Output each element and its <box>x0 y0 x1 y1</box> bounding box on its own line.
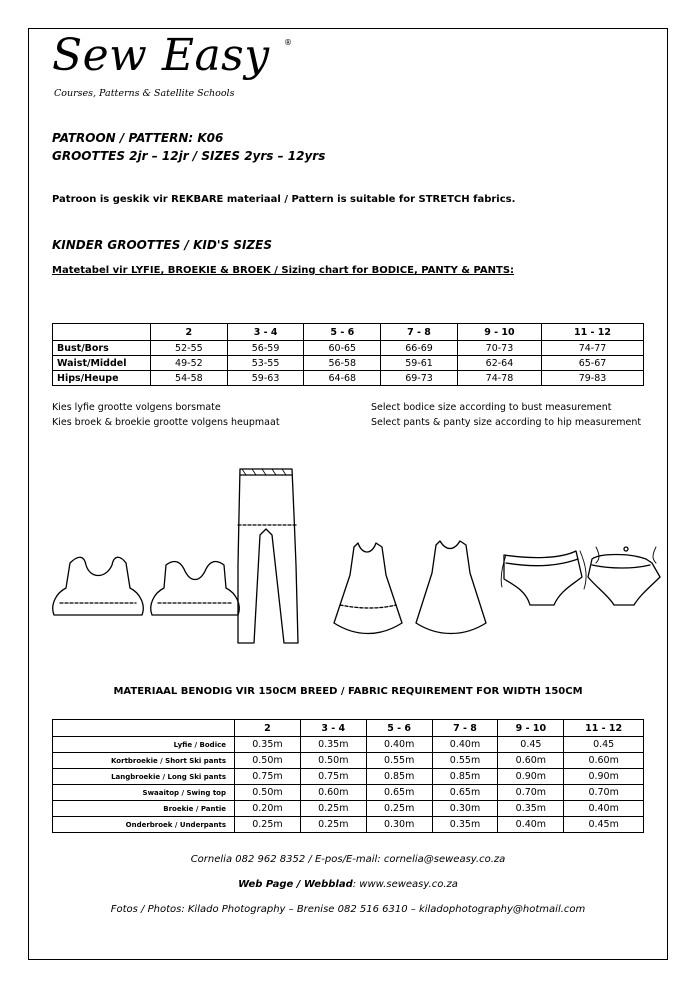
table-cell: 0.65m <box>432 785 498 801</box>
header-cell-empty <box>53 324 151 341</box>
table-cell: 0.45 <box>564 737 644 753</box>
table-cell: 54-58 <box>151 371 228 386</box>
table-cell: 0.50m <box>235 785 301 801</box>
table-cell: 0.70m <box>564 785 644 801</box>
table-cell: 66-69 <box>381 341 458 356</box>
table-cell: 0.40m <box>498 817 564 833</box>
table-cell: 0.90m <box>498 769 564 785</box>
table-header-row <box>53 324 644 341</box>
row-label: Hips/Heupe <box>53 371 151 386</box>
table-row <box>53 817 644 833</box>
swing-top-sketch <box>334 543 402 634</box>
size-header: 3 - 4 <box>300 720 366 737</box>
size-header: 11 - 12 <box>542 324 644 341</box>
table-cell: 0.25m <box>235 817 301 833</box>
table-cell: 56-59 <box>227 341 304 356</box>
size-header: 7 - 8 <box>381 324 458 341</box>
web-label: Web Page / Webblad <box>238 879 353 890</box>
table-cell: 0.65m <box>366 785 432 801</box>
table-cell: 0.45 <box>498 737 564 753</box>
table-cell: 0.85m <box>432 769 498 785</box>
note-pants-afr: Kies broek & broekie grootte volgens heupmaat <box>52 417 280 428</box>
brand-logo: Sew Easy <box>52 30 270 81</box>
table-cell: 0.25m <box>300 801 366 817</box>
table-row <box>53 801 644 817</box>
table-cell: 0.60m <box>498 753 564 769</box>
note-bodice-afr: Kies lyfie grootte volgens borsmate <box>52 402 221 413</box>
table-cell: 0.30m <box>432 801 498 817</box>
table-row <box>53 356 644 371</box>
size-header: 5 - 6 <box>366 720 432 737</box>
table-cell: 62-64 <box>457 356 541 371</box>
table-row <box>53 753 644 769</box>
table-cell: 0.75m <box>300 769 366 785</box>
size-header: 2 <box>151 324 228 341</box>
row-label: Langbroekie / Long Ski pants <box>53 769 235 785</box>
row-label: Broekie / Pantie <box>53 801 235 817</box>
table-cell: 52-55 <box>151 341 228 356</box>
size-header: 11 - 12 <box>564 720 644 737</box>
table-cell: 65-67 <box>542 356 644 371</box>
contact-line: Cornelia 082 962 8352 / E-pos/E-mail: cornelia@seweasy.co.za <box>190 854 506 865</box>
sizing-chart-caption: Matetabel vir LYFIE, BROEKIE & BROEK / Sizing chart for BODICE, PANTY & PANTS: <box>52 265 515 276</box>
table-cell: 59-61 <box>381 356 458 371</box>
table-cell: 64-68 <box>304 371 381 386</box>
table-row <box>53 769 644 785</box>
table-cell: 0.35m <box>235 737 301 753</box>
table-cell: 79-83 <box>542 371 644 386</box>
table-cell: 74-78 <box>457 371 541 386</box>
kids-sizes-heading: KINDER GROOTTES / KID'S SIZES <box>52 238 272 252</box>
garment-sketches <box>40 455 665 655</box>
web-line <box>28 879 668 890</box>
table-cell: 0.70m <box>498 785 564 801</box>
fabric-suitability: Patroon is geskik vir REKBARE materiaal / Pattern is suitable for STRETCH fabrics. <box>52 194 516 205</box>
table-row <box>53 785 644 801</box>
table-cell: 0.30m <box>366 817 432 833</box>
table-cell: 0.55m <box>366 753 432 769</box>
table-cell: 0.40m <box>366 737 432 753</box>
table-header-row <box>53 720 644 737</box>
table-cell: 0.50m <box>300 753 366 769</box>
size-header: 9 - 10 <box>498 720 564 737</box>
swing-top-back-sketch <box>416 541 486 634</box>
pattern-sizes: GROOTTES 2jr – 12jr / SIZES 2yrs – 12yrs <box>52 149 326 163</box>
table-row <box>53 371 644 386</box>
registered-mark: ® <box>284 38 292 47</box>
row-label: Lyfie / Bodice <box>53 737 235 753</box>
table-cell: 53-55 <box>227 356 304 371</box>
fabric-table <box>52 719 644 833</box>
table-cell: 69-73 <box>381 371 458 386</box>
table-cell: 0.20m <box>235 801 301 817</box>
size-header: 7 - 8 <box>432 720 498 737</box>
table-cell: 0.55m <box>432 753 498 769</box>
table-cell: 60-65 <box>304 341 381 356</box>
row-label: Kortbroekie / Short Ski pants <box>53 753 235 769</box>
table-cell: 0.90m <box>564 769 644 785</box>
table-cell: 0.25m <box>366 801 432 817</box>
bodice-front-sketch <box>53 557 144 615</box>
size-header: 5 - 6 <box>304 324 381 341</box>
table-cell: 49-52 <box>151 356 228 371</box>
web-url: : www.seweasy.co.za <box>352 879 458 890</box>
table-cell: 0.35m <box>432 817 498 833</box>
table-cell: 74-77 <box>542 341 644 356</box>
size-header: 3 - 4 <box>227 324 304 341</box>
long-pants-sketch <box>238 469 298 643</box>
table-cell: 59-63 <box>227 371 304 386</box>
table-cell: 0.50m <box>235 753 301 769</box>
sizing-table <box>52 323 644 386</box>
row-label: Waist/Middel <box>53 356 151 371</box>
note-bodice-eng: Select bodice size according to bust measurement <box>371 402 612 413</box>
underpants-sketch <box>501 551 586 605</box>
note-pants-eng: Select pants & panty size according to hip measurement <box>371 417 642 428</box>
table-row <box>53 341 644 356</box>
table-cell: 0.35m <box>498 801 564 817</box>
table-cell: 0.25m <box>300 817 366 833</box>
photos-credit: Fotos / Photos: Kilado Photography – Brenise 082 516 6310 – kiladophotography@hotmail.com <box>110 904 586 915</box>
table-cell: 0.85m <box>366 769 432 785</box>
row-label: Bust/Bors <box>53 341 151 356</box>
table-cell: 0.75m <box>235 769 301 785</box>
bodice-back-sketch <box>151 562 240 615</box>
size-header: 9 - 10 <box>457 324 541 341</box>
table-cell: 56-58 <box>304 356 381 371</box>
fabric-requirement-heading: MATERIAAL BENODIG VIR 150CM BREED / FABRIC REQUIREMENT FOR WIDTH 150CM <box>113 686 583 697</box>
table-cell: 0.35m <box>300 737 366 753</box>
table-cell: 0.40m <box>564 801 644 817</box>
pattern-number: PATROON / PATTERN: K06 <box>52 131 224 145</box>
table-cell: 70-73 <box>457 341 541 356</box>
header-cell-empty <box>53 720 235 737</box>
row-label: Onderbroek / Underpants <box>53 817 235 833</box>
brand-tagline: Courses, Patterns & Satellite Schools <box>54 88 235 99</box>
pantie-sketch <box>588 547 660 605</box>
table-cell: 0.40m <box>432 737 498 753</box>
table-cell: 0.60m <box>300 785 366 801</box>
table-row <box>53 737 644 753</box>
table-cell: 0.60m <box>564 753 644 769</box>
row-label: Swaaitop / Swing top <box>53 785 235 801</box>
table-cell: 0.45m <box>564 817 644 833</box>
size-header: 2 <box>235 720 301 737</box>
